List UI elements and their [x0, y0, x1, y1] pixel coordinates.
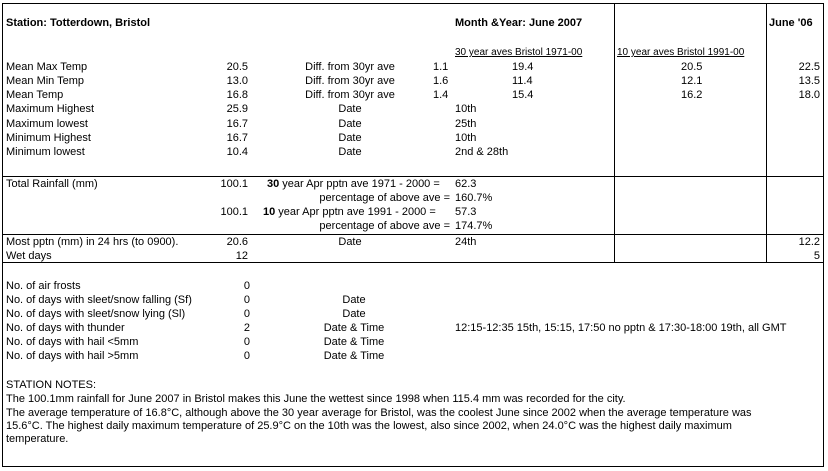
row-value: 13.0	[226, 75, 248, 87]
row-label: Mean Min Temp	[6, 75, 85, 87]
row-label: No. of air frosts	[6, 280, 81, 292]
row-label: No. of days with thunder	[6, 322, 125, 334]
rainfall-ave30-text: year Apr pptn ave 1971 - 2000 =	[279, 178, 440, 190]
row-compare-label: Date & Time	[323, 336, 385, 348]
most-pptn-prev-year: 12.2	[798, 236, 820, 248]
notes-paragraph-1: The 100.1mm rainfall for June 2007 in Bristol makes this June the wettest since 1998 when 115.4 mm was recorded for the city.	[6, 393, 626, 405]
notes-paragraph-2: The average temperature of 16.8°C, although above the 30 year average for Bristol, was the coolest June since 2002 when the average temperature was 15.6°C. The highest daily maximum temperature of 25.9°C on the 10th was the lowest, also since 2002, when 24.0°C was the highest daily maximum temperature.	[6, 407, 752, 445]
row-prev-year: 13.5	[798, 75, 820, 87]
row-value: 20.5	[226, 61, 248, 73]
row-ave10: 16.2	[681, 89, 703, 101]
row-label: Maximum Highest	[6, 103, 95, 115]
most-pptn-value: 20.6	[226, 236, 248, 248]
row-value: 0	[243, 280, 250, 292]
row-diff: 1.6	[433, 75, 449, 87]
border-right	[823, 3, 824, 467]
row-value: 0	[243, 294, 250, 306]
row-value: 0	[243, 308, 250, 320]
divider-counts-top	[2, 262, 824, 263]
rainfall-ave30-label	[267, 178, 440, 191]
notes-heading: STATION NOTES:	[6, 379, 97, 391]
divider-prev-year	[766, 3, 767, 262]
row-diff: 1.1	[433, 61, 449, 73]
rainfall-pct10-label: percentage of above ave =	[319, 220, 450, 232]
rainfall-value: 100.1	[220, 178, 248, 190]
row-value: 16.7	[226, 118, 248, 130]
rainfall-pct10: 174.7%	[455, 220, 493, 232]
row-label: No. of days with hail >5mm	[6, 350, 139, 362]
wet-days-value: 12	[235, 250, 248, 262]
row-value: 25.9	[226, 103, 248, 115]
row-date: 25th	[455, 118, 477, 130]
divider-rainfall-top	[2, 176, 824, 177]
rainfall-value-2: 100.1	[220, 206, 248, 218]
row-prev-year: 18.0	[798, 89, 820, 101]
row-label: Maximum lowest	[6, 118, 88, 130]
border-bottom	[2, 466, 824, 467]
rainfall-ave30-years: 30	[267, 178, 280, 190]
row-compare-label: Date	[338, 132, 362, 144]
row-date: 10th	[455, 103, 477, 115]
aves-10-header: 10 year aves Bristol 1991-00	[617, 47, 745, 58]
row-value: 2	[243, 322, 250, 334]
most-pptn-date: 24th	[455, 236, 477, 248]
row-date: 2nd & 28th	[455, 146, 509, 158]
month-year: Month &Year: June 2007	[455, 17, 583, 29]
row-compare-label: Date	[342, 294, 366, 306]
rainfall-pct30-label: percentage of above ave =	[319, 192, 450, 204]
row-compare-label: Date & Time	[323, 322, 385, 334]
divider-10yr	[614, 3, 615, 262]
aves-30-header: 30 year aves Bristol 1971-00	[455, 47, 583, 58]
rainfall-ave10-text: year Apr pptn ave 1991 - 2000 =	[275, 206, 436, 218]
row-compare-label: Date	[338, 118, 362, 130]
prev-year-header: June '06	[769, 17, 813, 29]
row-compare-label: Date	[338, 103, 362, 115]
row-note: 12:15-12:35 15th, 15:15, 17:50 no pptn & 17:30-18:00 19th, all GMT	[455, 322, 787, 334]
most-pptn-label: Most pptn (mm) in 24 hrs (to 0900).	[6, 236, 179, 248]
row-compare-label: Diff. from 30yr ave	[305, 61, 395, 73]
row-label: Minimum lowest	[6, 146, 85, 158]
station-name: Station: Totterdown, Bristol	[6, 17, 151, 29]
row-prev-year: 22.5	[798, 61, 820, 73]
rainfall-ave10-label	[263, 206, 436, 219]
row-value: 10.4	[226, 146, 248, 158]
rainfall-ave30-value: 62.3	[455, 178, 477, 190]
wet-days-prev-year: 5	[813, 250, 820, 262]
row-ave10: 12.1	[681, 75, 703, 87]
row-label: Mean Max Temp	[6, 61, 88, 73]
rainfall-label: Total Rainfall (mm)	[6, 178, 98, 190]
rainfall-ave10-years: 10	[263, 206, 276, 218]
row-compare-label: Date	[342, 308, 366, 320]
border-left	[2, 3, 3, 467]
rainfall-pct30: 160.7%	[455, 192, 493, 204]
row-label: Mean Temp	[6, 89, 64, 101]
row-ave30: 19.4	[512, 61, 534, 73]
row-value: 16.7	[226, 132, 248, 144]
row-ave30: 15.4	[512, 89, 534, 101]
row-label: No. of days with sleet/snow falling (Sf)	[6, 294, 192, 306]
row-compare-label: Date	[338, 146, 362, 158]
most-pptn-date-label: Date	[338, 236, 362, 248]
row-diff: 1.4	[433, 89, 449, 101]
row-value: 0	[243, 350, 250, 362]
row-ave30: 11.4	[512, 75, 533, 87]
rainfall-ave10-value: 57.3	[455, 206, 477, 218]
row-compare-label: Diff. from 30yr ave	[305, 75, 395, 87]
wet-days-label: Wet days	[6, 250, 52, 262]
row-compare-label: Diff. from 30yr ave	[305, 89, 395, 101]
row-date: 10th	[455, 132, 477, 144]
row-label: No. of days with sleet/snow lying (Sl)	[6, 308, 186, 320]
row-label: No. of days with hail <5mm	[6, 336, 139, 348]
row-compare-label: Date & Time	[323, 350, 385, 362]
row-ave10: 20.5	[681, 61, 703, 73]
row-value: 0	[243, 336, 250, 348]
border-top	[2, 3, 824, 4]
divider-rainfall-bottom	[2, 234, 824, 235]
row-value: 16.8	[226, 89, 248, 101]
row-label: Minimum Highest	[6, 132, 91, 144]
